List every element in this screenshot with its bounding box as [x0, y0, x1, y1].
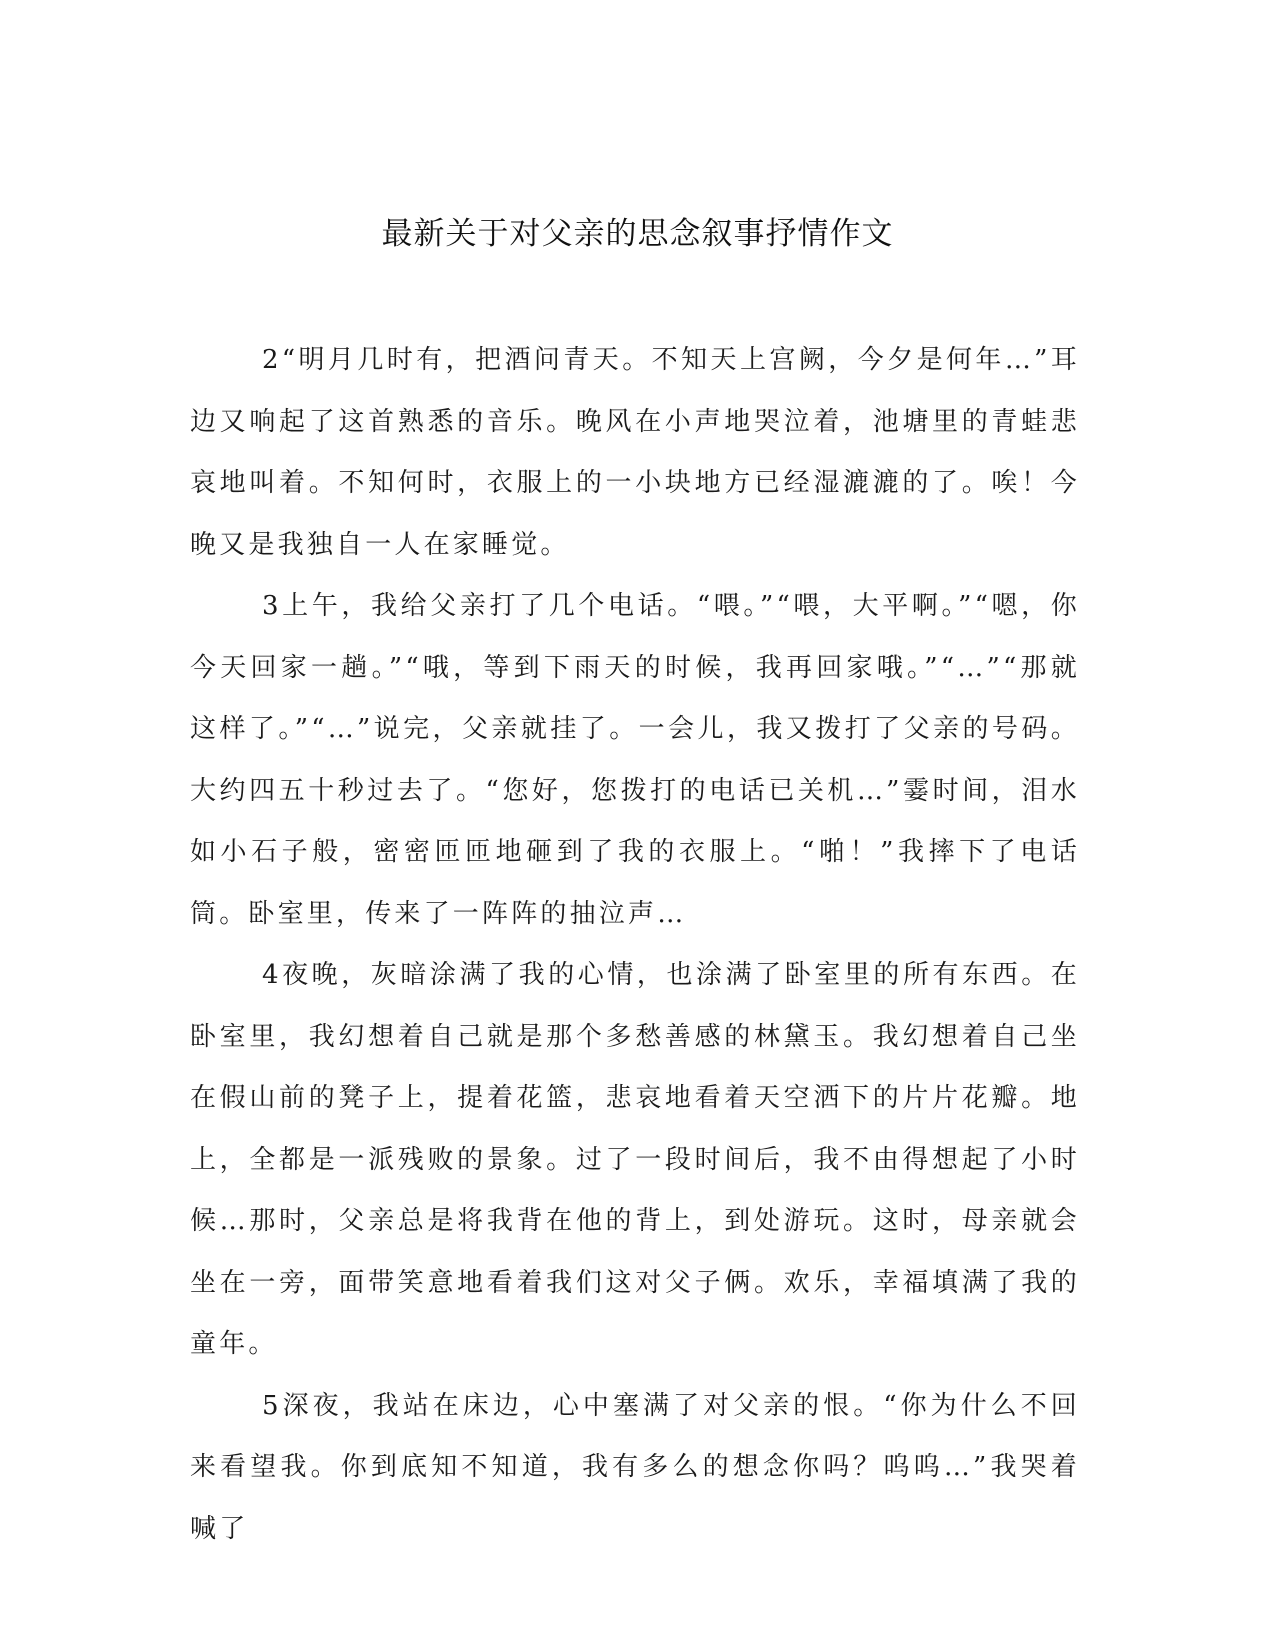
paragraph-4: 4夜晚，灰暗涂满了我的心情，也涂满了卧室里的所有东西。在卧室里，我幻想着自己就是那个多愁善感的林黛玉。我幻想着自己坐在假山前的凳子上，提着花篮，悲哀地看着天空洒下的片片花瓣。地上，全都是一派残败的景象。过了一段时间后，我不由得想起了小时候…那时，父亲总是将我背在他的背上，到处游玩。这时，母亲就会坐在一旁，面带笑意地看着我们这对父子俩。欢乐，幸福填满了我的童年。: [190, 960, 1080, 1359]
paragraph-2: 2“明月几时有，把酒问青天。不知天上宫阙，今夕是何年…”耳边又响起了这首熟悉的音乐。晚风在小声地哭泣着，池塘里的青蛙悲哀地叫着。不知何时，衣服上的一小块地方已经湿漉漉的了。唉！今晚又是我独自一人在家睡觉。: [190, 345, 1080, 560]
document-body: [190, 330, 1080, 1560]
paragraph-5: 5深夜，我站在床边，心中塞满了对父亲的恨。“你为什么不回来看望我。你到底知不知道，我有多么的想念你吗？呜呜…”我哭着喊了: [190, 1390, 1080, 1544]
document-title: 最新关于对父亲的思念叙事抒情作文: [381, 216, 894, 252]
paragraph-3: 3上午，我给父亲打了几个电话。“喂。”“喂，大平啊。”“嗯，你今天回家一趟。”“哦，等到下雨天的时候，我再回家哦。”“…”“那就这样了。”“…”说完，父亲就挂了。一会儿，我又拨打了父亲的号码。大约四五十秒过去了。“您好，您拨打的电话已关机…”霎时间，泪水如小石子般，密密匝匝地砸到了我的衣服上。“啪！”我摔下了电话筒。卧室里，传来了一阵阵的抽泣声…: [190, 591, 1080, 929]
